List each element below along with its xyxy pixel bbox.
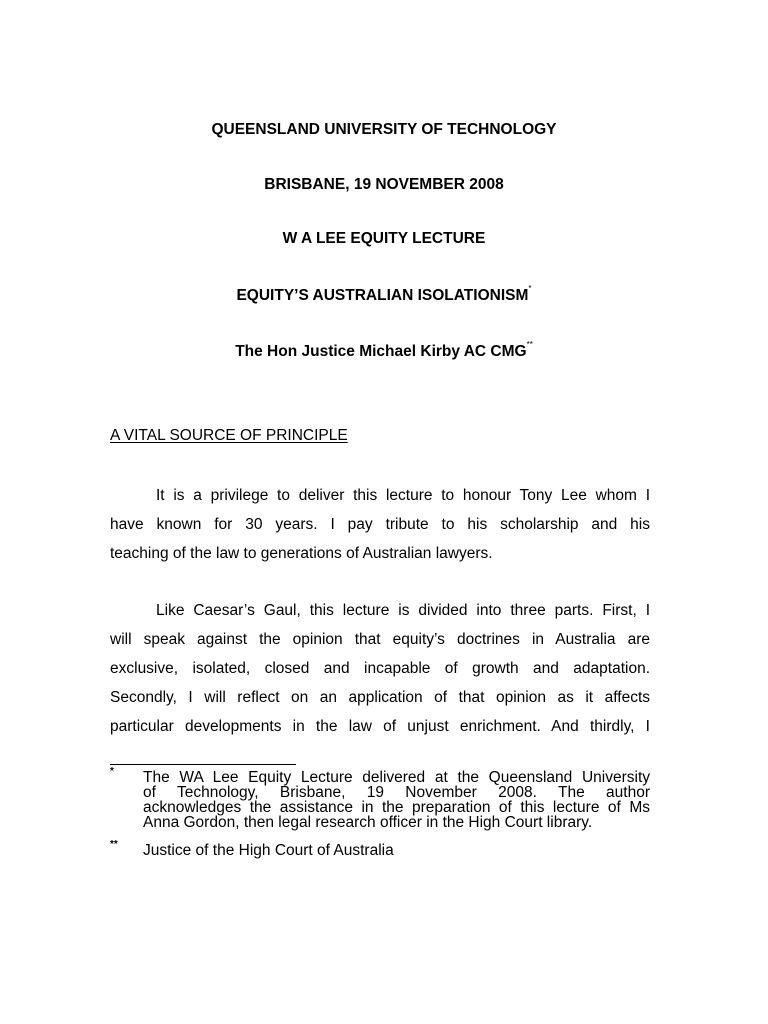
footnote-marker: ** <box>110 839 118 850</box>
lecture-title-text: EQUITY’S AUSTRALIAN ISOLATIONISM <box>236 287 529 304</box>
footnote-text <box>143 843 650 858</box>
author-footnote-marker[interactable]: ** <box>526 340 533 349</box>
footnote-line: Anna Gordon, then legal research officer in the High Court library. <box>143 814 593 831</box>
title-footnote-marker[interactable]: * <box>528 284 532 293</box>
paragraph-line: It is a privilege to deliver this lecture to honour Tony Lee whom I <box>156 487 650 504</box>
place-date-text: BRISBANE, 19 NOVEMBER 2008 <box>264 176 504 193</box>
paragraph-line: particular developments in the law of unjust enrichment. And thirdly, I <box>110 718 650 735</box>
footnote-line: The WA Lee Equity Lecture delivered at the Queensland University <box>143 769 650 786</box>
paragraph-2 <box>110 596 650 741</box>
paragraph-1 <box>110 481 650 568</box>
footnote-line: acknowledges the assistance in the preparation of this lecture of Ms <box>143 799 650 816</box>
paragraph-line: exclusive, isolated, closed and incapable of growth and adaptation. <box>110 660 650 677</box>
paragraph-line: have known for 30 years. I pay tribute to his scholarship and his <box>110 516 650 533</box>
lecture-name-heading <box>0 229 768 249</box>
lecture-title-heading <box>0 286 768 306</box>
footnote-marker: * <box>110 766 114 777</box>
paragraph-line: Like Caesar’s Gaul, this lecture is divided into three parts. First, I <box>156 602 650 619</box>
footnote-2 <box>110 839 650 859</box>
author-text: The Hon Justice Michael Kirby AC CMG <box>235 343 527 360</box>
footnote-1 <box>110 766 650 831</box>
footnote-text <box>143 770 650 830</box>
paragraph-line: teaching of the law to generations of Australian lawyers. <box>110 545 493 562</box>
paragraph-line: will speak against the opinion that equity’s doctrines in Australia are <box>110 631 650 648</box>
author-heading <box>0 342 768 362</box>
lecture-name-text: W A LEE EQUITY LECTURE <box>282 230 486 247</box>
footnote-separator <box>110 764 296 765</box>
institution-text: QUEENSLAND UNIVERSITY OF TECHNOLOGY <box>211 121 557 138</box>
section-title: A VITAL SOURCE OF PRINCIPLE <box>110 427 348 444</box>
footnote-line: of Technology, Brisbane, 19 November 2008. The author <box>143 784 650 801</box>
paragraph-line: Secondly, I will reflect on an application of that opinion as it affects <box>110 689 650 706</box>
footnote-line: Justice of the High Court of Australia <box>143 842 394 859</box>
institution-heading <box>0 120 768 140</box>
place-date-heading <box>0 175 768 195</box>
